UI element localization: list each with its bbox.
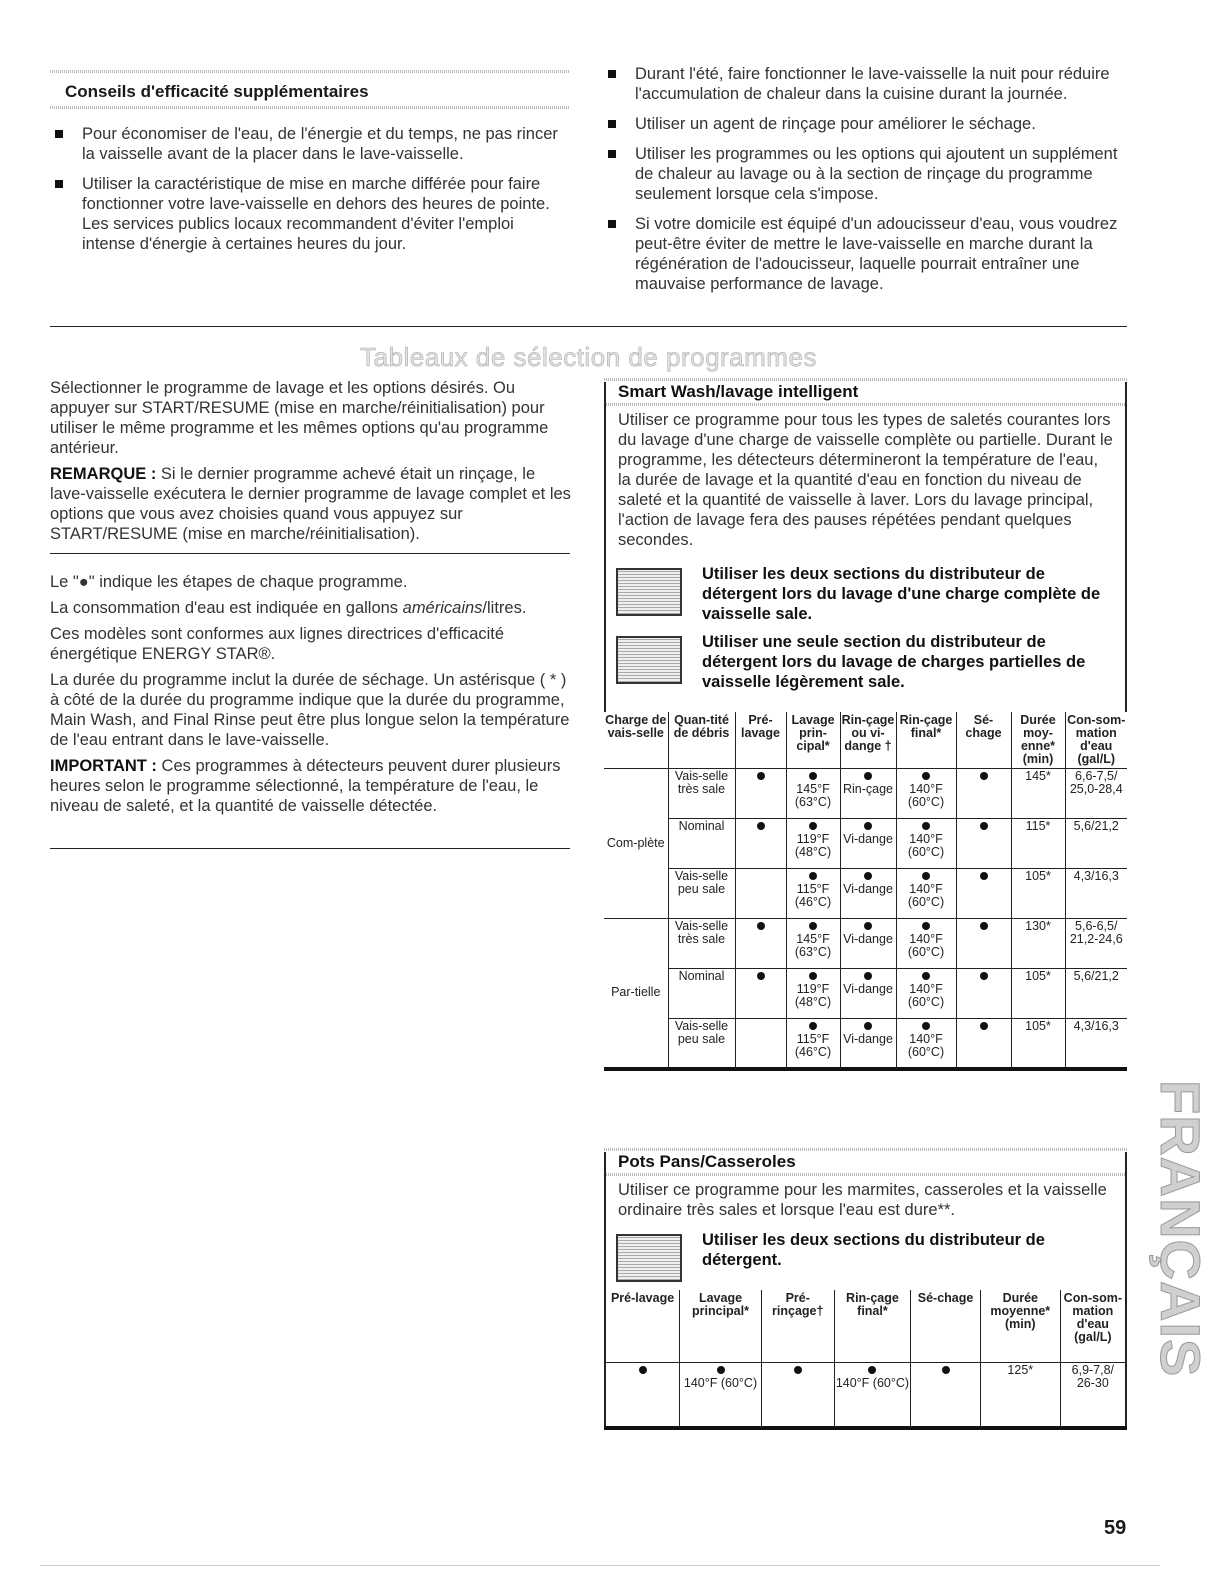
time-cell: 130*	[1011, 919, 1065, 969]
debris-cell: Nominal	[668, 819, 735, 869]
debris-cell: Nominal	[668, 969, 735, 1019]
efficiency-right-list	[608, 64, 1128, 304]
debris-cell: Vais-selle peu sale	[668, 869, 735, 919]
time-cell: 105*	[1011, 869, 1065, 919]
final-rinse-cell: 140°F (60°C)	[896, 919, 956, 969]
prewash-cell	[735, 919, 786, 969]
main-wash-cell: 140°F (60°C)	[680, 1362, 762, 1428]
bullet-icon	[608, 220, 616, 228]
step-dot-icon	[864, 772, 872, 780]
column-header: Sé-chage	[956, 712, 1011, 769]
final-rinse-cell: 140°F (60°C)	[896, 969, 956, 1019]
main-wash-cell: 115°F (46°C)	[786, 869, 840, 919]
column-header: Rin-çage final*	[834, 1290, 911, 1362]
note-paragraph: REMARQUE : Si le dernier programme achevé était un rinçage, le lave-vaisselle exécutera le dernier programme de lavage complet et les options que vous avez choisies quand vous appuyez sur START/RESUME (mise en marche/réinitialisation).	[50, 465, 571, 543]
dry-cell	[911, 1362, 981, 1428]
column-header: Pré-rinçage†	[761, 1290, 834, 1362]
bullet-icon	[608, 150, 616, 158]
intro-block	[50, 378, 572, 550]
intro-paragraph: Sélectionner le programme de lavage et les options désirés. Ou appuyer sur START/RESUME (mise en marche/réinitialisation) pour utiliser le même programme et les mêmes options qu'au programme antérieur.	[50, 379, 549, 457]
dry-cell	[956, 819, 1011, 869]
step-dot-icon	[980, 822, 988, 830]
prewash-cell	[735, 819, 786, 869]
table-header-row	[604, 712, 1127, 769]
prewash-cell	[735, 969, 786, 1019]
final-rinse-cell: 140°F (60°C)	[896, 769, 956, 819]
info-paragraph: Le "●" indique les étapes de chaque programme.	[50, 573, 408, 591]
single-detergent-dispenser-icon	[616, 636, 682, 684]
table-row	[604, 969, 1127, 1019]
step-dot-icon	[980, 772, 988, 780]
language-side-label: FRANÇAIS	[1149, 1080, 1212, 1378]
final-rinse-cell: 140°F (60°C)	[834, 1362, 911, 1428]
main-wash-cell: 145°F (63°C)	[786, 769, 840, 819]
step-dot-icon	[922, 1022, 930, 1030]
column-header: Rin-çage final*	[896, 712, 956, 769]
pots-pans-instruction: Utiliser les deux sections du distributeur de détergent.	[702, 1231, 1045, 1269]
important-paragraph: IMPORTANT : Ces programmes à détecteurs peuvent durer plusieurs heures selon le programme sélectionné, la température de l'eau, le niveau de saleté, et la quantité de vaisselle détectée.	[50, 757, 561, 815]
rinse-cell: Vi-dange	[840, 869, 896, 919]
step-dot-icon	[864, 872, 872, 880]
table-header-row	[605, 1290, 1126, 1362]
dry-cell	[956, 919, 1011, 969]
smart-wash-box	[604, 382, 1127, 712]
full-detergent-dispenser-icon	[616, 1234, 682, 1282]
info-block	[50, 572, 572, 822]
charge-cell: Com-plète	[606, 836, 665, 850]
column-header: Pré-lavage	[610, 1291, 675, 1305]
list-item: Si votre domicile est équipé d'un adoucisseur d'eau, vous voudrez peut-être éviter de mettre le lave-vaisselle en marche durant la régénération de l'adoucisseur, laquelle pourrait entraîner une mauvaise performance de lavage.	[608, 214, 1128, 294]
water-cell: 6,9-7,8/ 26-30	[1060, 1362, 1126, 1428]
step-dot-icon	[809, 972, 817, 980]
bullet-icon	[608, 70, 616, 78]
step-dot-icon	[809, 822, 817, 830]
water-cell: 5,6/21,2	[1065, 969, 1127, 1019]
step-dot-icon	[868, 1366, 876, 1374]
column-header: Charge de vais-selle	[605, 713, 667, 740]
step-dot-icon	[980, 1022, 988, 1030]
page-number: 59	[1104, 1517, 1127, 1539]
step-dot-icon	[922, 972, 930, 980]
rinse-cell: Vi-dange	[840, 1019, 896, 1069]
step-dot-icon	[757, 922, 765, 930]
list-item: Durant l'été, faire fonctionner le lave-vaisselle la nuit pour réduire l'accumulation de chaleur dans la cuisine durant la journée.	[608, 64, 1128, 104]
efficiency-left-list	[55, 124, 560, 264]
step-dot-icon	[922, 922, 930, 930]
smart-wash-table	[604, 712, 1127, 1071]
smart-wash-instruction-full: Utiliser les deux sections du distributeur de détergent lors du lavage d'une charge complète de vaisselle sale.	[702, 565, 1101, 623]
prewash-cell	[735, 869, 786, 919]
efficiency-title: Conseils d'efficacité supplémentaires	[65, 82, 369, 101]
table-row	[604, 769, 1127, 819]
step-dot-icon	[980, 922, 988, 930]
step-dot-icon	[864, 922, 872, 930]
smart-wash-instruction-partial: Utiliser une seule section du distributeur de détergent lors du lavage de charges partielles de vaisselle légèrement sale.	[702, 633, 1086, 691]
table-row	[604, 919, 1127, 969]
column-header: Con-som-mation d'eau (gal/L)	[1065, 712, 1127, 769]
dry-cell	[956, 869, 1011, 919]
debris-cell: Vais-selle très sale	[668, 919, 735, 969]
final-rinse-cell: 140°F (60°C)	[896, 1019, 956, 1069]
water-cell: 4,3/16,3	[1065, 1019, 1127, 1069]
list-item: Utiliser la caractéristique de mise en marche différée pour faire fonctionner votre lave-vaisselle en dehors des heures de pointe. Les services publics locaux recommandent d'éviter l'emploi intense d'énergie à certaines heures du jour.	[55, 174, 560, 254]
time-cell: 115*	[1011, 819, 1065, 869]
prewash-cell	[605, 1362, 680, 1428]
step-dot-icon	[980, 872, 988, 880]
step-dot-icon	[922, 772, 930, 780]
step-dot-icon	[639, 1366, 647, 1374]
step-dot-icon	[980, 972, 988, 980]
final-rinse-cell: 140°F (60°C)	[896, 869, 956, 919]
time-cell: 125*	[980, 1362, 1060, 1428]
column-header: Rin-çage ou vi-dange †	[840, 712, 896, 769]
column-header: Con-som-mation d'eau (gal/L)	[1060, 1290, 1126, 1362]
main-wash-cell: 145°F (63°C)	[786, 919, 840, 969]
table-row	[604, 1019, 1127, 1069]
table-row	[604, 869, 1127, 919]
dry-cell	[956, 969, 1011, 1019]
column-header: Quan-tité de débris	[668, 712, 735, 769]
table-row	[604, 819, 1127, 869]
column-header: Durée moy-enne* (min)	[1011, 712, 1065, 769]
time-cell: 145*	[1011, 769, 1065, 819]
info-paragraph: La consommation d'eau est indiquée en gallons américains/litres.	[50, 599, 527, 617]
info-paragraph: Ces modèles sont conformes aux lignes directrices d'efficacité énergétique ENERGY STAR®.	[50, 625, 505, 663]
water-cell: 5,6-6,5/ 21,2-24,6	[1065, 919, 1127, 969]
column-header: Lavage principal*	[680, 1290, 762, 1362]
list-item: Pour économiser de l'eau, de l'énergie et du temps, ne pas rincer la vaisselle avant de la placer dans le lave-vaisselle.	[55, 124, 560, 164]
pots-pans-title: Pots Pans/Casseroles	[618, 1152, 796, 1171]
step-dot-icon	[794, 1366, 802, 1374]
main-wash-cell: 119°F (48°C)	[786, 819, 840, 869]
main-wash-cell: 119°F (48°C)	[786, 969, 840, 1019]
step-dot-icon	[942, 1366, 950, 1374]
step-dot-icon	[864, 972, 872, 980]
step-dot-icon	[757, 972, 765, 980]
prerinse-cell	[761, 1362, 834, 1428]
list-item: Utiliser les programmes ou les options qui ajoutent un supplément de chaleur au lavage ou à la section de rinçage du programme seulement lorsque cela s'impose.	[608, 144, 1128, 204]
step-dot-icon	[757, 772, 765, 780]
step-dot-icon	[809, 772, 817, 780]
bullet-icon	[55, 130, 63, 138]
list-item: Utiliser un agent de rinçage pour améliorer le séchage.	[608, 114, 1128, 134]
water-cell: 5,6/21,2	[1065, 819, 1127, 869]
dry-cell	[956, 1019, 1011, 1069]
step-dot-icon	[864, 822, 872, 830]
step-dot-icon	[717, 1366, 725, 1374]
rinse-cell: Vi-dange	[840, 919, 896, 969]
rinse-cell: Vi-dange	[840, 819, 896, 869]
dry-cell	[956, 769, 1011, 819]
prewash-cell	[735, 769, 786, 819]
bullet-icon	[608, 120, 616, 128]
debris-cell: Vais-selle très sale	[668, 769, 735, 819]
main-wash-cell: 115°F (46°C)	[786, 1019, 840, 1069]
full-detergent-dispenser-icon	[616, 568, 682, 616]
time-cell: 105*	[1011, 1019, 1065, 1069]
table-row	[605, 1362, 1126, 1428]
smart-wash-title: Smart Wash/lavage intelligent	[618, 382, 859, 401]
final-rinse-cell: 140°F (60°C)	[896, 819, 956, 869]
step-dot-icon	[809, 922, 817, 930]
bullet-icon	[55, 180, 63, 188]
step-dot-icon	[922, 822, 930, 830]
water-cell: 4,3/16,3	[1065, 869, 1127, 919]
charge-cell: Par-tielle	[611, 985, 661, 1000]
smart-wash-description: Utiliser ce programme pour tous les types de saletés courantes lors du lavage d'une charge de vaisselle complète ou partielle. Durant le programme, les détecteurs détermineront la température de l'eau, la durée de lavage et la quantité d'eau en fonction du niveau de saleté et la quantité de vaisselle à laver. Lors du lavage principal, l'action de lavage fera des pauses répétées pendant quelques secondes.	[618, 411, 1113, 549]
column-header: Sé-chage	[911, 1290, 981, 1362]
step-dot-icon	[809, 872, 817, 880]
column-header: Durée moyenne* (min)	[980, 1290, 1060, 1362]
step-dot-icon	[809, 1022, 817, 1030]
step-dot-icon	[922, 872, 930, 880]
column-header: Lavage prin-cipal*	[786, 712, 840, 769]
pots-pans-description: Utiliser ce programme pour les marmites, casseroles et la vaisselle ordinaire très sales et lorsque l'eau est dure**.	[618, 1181, 1107, 1219]
info-paragraph: La durée du programme inclut la durée de séchage. Un astérisque ( * ) à côté de la durée du programme indique que la durée du programme, Main Wash, and Final Rinse peut être plus longue selon la température de l'eau entrant dans le lave-vaisselle.	[50, 671, 570, 749]
debris-cell: Vais-selle peu sale	[668, 1019, 735, 1069]
pots-pans-box	[604, 1152, 1127, 1290]
step-dot-icon	[757, 822, 765, 830]
step-dot-icon	[864, 1022, 872, 1030]
rinse-cell: Vi-dange	[840, 969, 896, 1019]
time-cell: 105*	[1011, 969, 1065, 1019]
pots-pans-table	[604, 1290, 1127, 1430]
tables-title: Tableaux de sélection de programmes	[360, 342, 817, 372]
rinse-cell: Rin-çage	[840, 769, 896, 819]
water-cell: 6,6-7,5/ 25,0-28,4	[1065, 769, 1127, 819]
prewash-cell	[735, 1019, 786, 1069]
column-header: Pré-lavage	[735, 712, 786, 769]
